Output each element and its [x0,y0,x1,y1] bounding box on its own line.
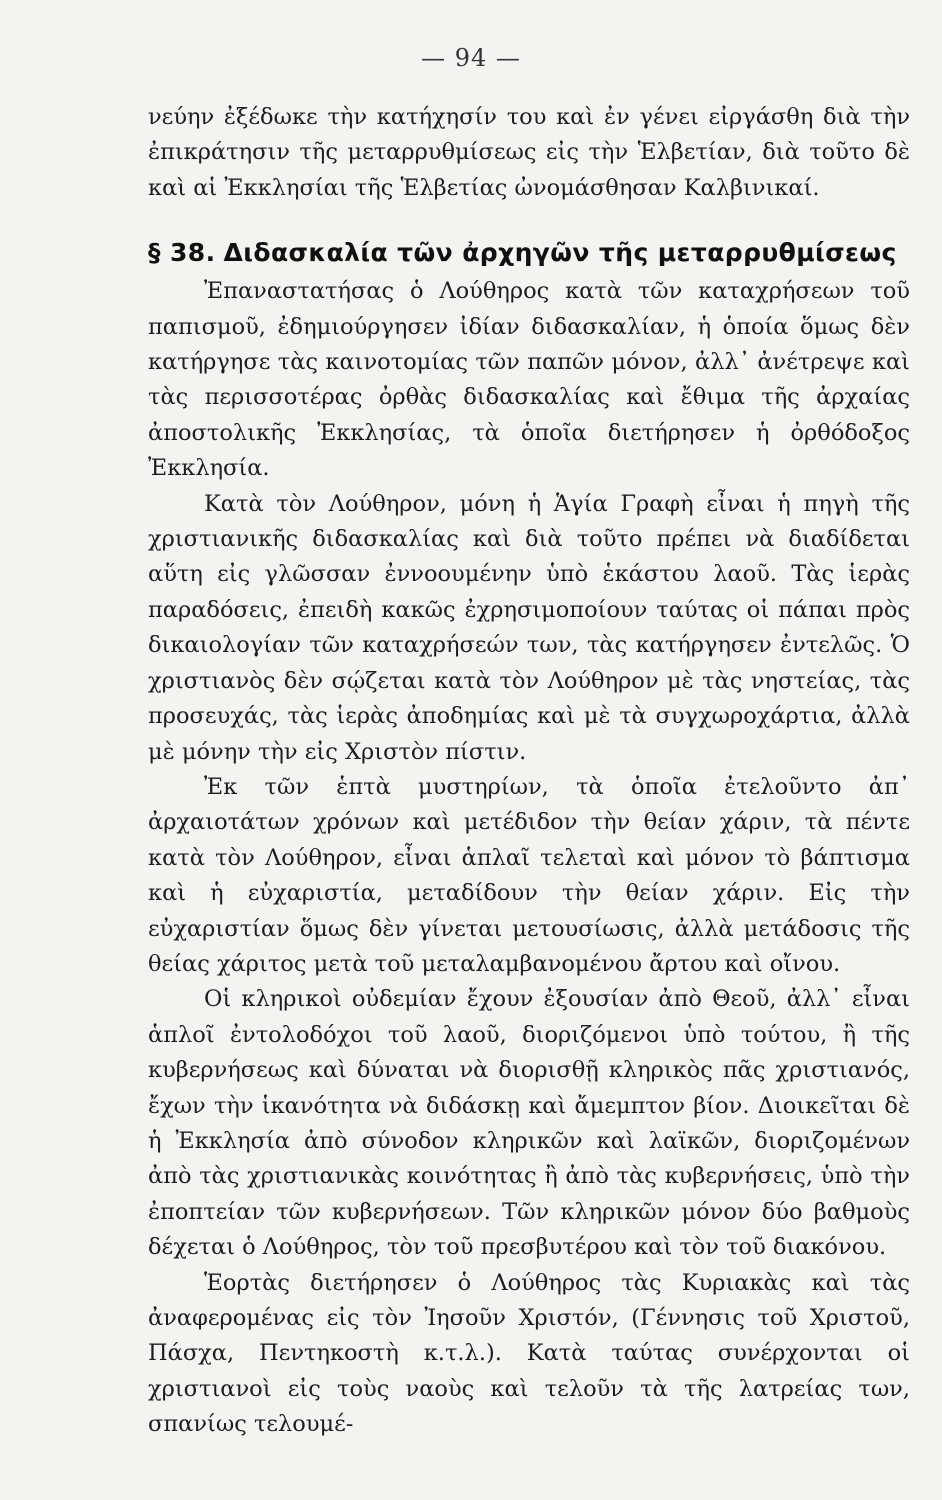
page-number: — 94 — [421,44,521,72]
paragraph-2: Κατὰ τὸν Λούθηρον, μόνη ἡ Ἁγία Γραφὴ εἶναι ἡ πηγὴ τῆς χριστιανικῆς διδασκαλίας καὶ διὰ τοῦτο πρέπει νὰ διαδίδεται αὕτη εἰς γλῶσσαν ἐννοουμένην ὑπὸ ἑκάστου λαοῦ. Τὰς ἱερὰς παραδόσεις, ἐπειδὴ κακῶς ἐχρησιμοποίουν ταύτας οἱ πάπαι πρὸς δικαιολογίαν τῶν καταχρήσεών των, τὰς κατήργησεν ἐντελῶς. Ὁ χριστιανὸς δὲν σῴζεται κατὰ τὸν Λούθηρον μὲ τὰς νηστείας, τὰς προσευχάς, τὰς ἱερὰς ἀποδημίας καὶ μὲ τὰ συγχωροχάρτια, ἀλλὰ μὲ μόνην τὴν εἰς Χριστὸν πίστιν. [148,490,910,765]
section-title: Διδασκαλία τῶν ἀρχηγῶν τῆς μεταρρυθμίσεως [223,238,897,268]
body-text [148,100,910,1443]
paragraph-5: Ἑορτὰς διετήρησεν ὁ Λούθηρος τὰς Κυριακὰς καὶ τὰς ἀναφερομένας εἰς τὸν Ἰησοῦν Χριστόν, (Γέννησις τοῦ Χριστοῦ, Πάσχα, Πεντηκοστὴ κ.τ.λ.). Κατὰ ταύτας συνέρχονται οἱ χριστιανοὶ εἰς τοὺς ναοὺς καὶ τελοῦν τὰ τῆς λατρείας των, σπανίως τελουμέ- [148,1269,910,1438]
section-heading [148,206,910,274]
paragraph-3: Ἐκ τῶν ἑπτὰ μυστηρίων, τὰ ὁποῖα ἐτελοῦντο ἀπ᾽ ἀρχαιοτάτων χρόνων καὶ μετέδιδον τὴν θείαν χάριν, τὰ πέντε κατὰ τὸν Λούθηρον, εἶναι ἁπλαῖ τελεταὶ καὶ μόνον τὸ βάπτισμα καὶ ἡ εὐχαριστία, μεταδίδουν τὴν θείαν χάριν. Εἰς τὴν εὐχαριστίαν ὅμως δὲν γίνεται μετουσίωσις, ἀλλὰ μετάδοσις τῆς θείας χάριτος μετὰ τοῦ μεταλαμβανομένου ἄρτου καὶ οἴνου. [148,773,910,977]
paragraph-4: Οἱ κληρικοὶ οὐδεμίαν ἔχουν ἐξουσίαν ἀπὸ Θεοῦ, ἀλλ᾽ εἶναι ἁπλοῖ ἐντολοδόχοι τοῦ λαοῦ, διοριζόμενοι ὑπὸ τούτου, ἢ τῆς κυβερνήσεως καὶ δύναται νὰ διορισθῇ κληρικὸς πᾶς χριστιανός, ἔχων τὴν ἱκανότητα νὰ διδάσκῃ καὶ ἄμεμπτον βίον. Διοικεῖται δὲ ἡ Ἐκκλησία ἀπὸ σύνοδον κληρικῶν καὶ λαϊκῶν, διοριζομένων ἀπὸ τὰς χριστιανικὰς κοινότητας ἢ ἀπὸ τὰς κυβερνήσεις, ὑπὸ τὴν ἐποπτείαν τῶν κυβερνήσεων. Τῶν κληρικῶν μόνον δύο βαθμοὺς δέχεται ὁ Λούθηρος, τὸν τοῦ πρεσβυτέρου καὶ τὸν τοῦ διακόνου. [148,986,910,1261]
paragraph-intro: νεύην ἐξέδωκε τὴν κατήχησίν του καὶ ἐν γένει εἰργάσθη διὰ τὴν ἐπικράτησιν τῆς μεταρρυθμίσεως εἰς τὴν Ἑλβετίαν, διὰ τοῦτο δὲ καὶ αἱ Ἐκκλησίαι τῆς Ἑλβετίας ὠνομάσθησαν Καλβινικαί. [148,104,910,201]
section-number: § 38. [148,238,216,268]
paragraph-1: Ἐπαναστατήσας ὁ Λούθηρος κατὰ τῶν καταχρήσεων τοῦ παπισμοῦ, ἐδημιούργησεν ἰδίαν διδασκαλίαν, ἡ ὁποία ὅμως δὲν κατήργησε τὰς καινοτομίας τῶν παπῶν μόνον, ἀλλ᾽ ἀνέτρεψε καὶ τὰς περισσοτέρας ὀρθὰς διδασκαλίας καὶ ἔθιμα τῆς ἀρχαίας ἀποστολικῆς Ἐκκλησίας, τὰ ὁποῖα διετήρησεν ἡ ὀρθόδοξος Ἐκκλησία. [148,278,910,482]
